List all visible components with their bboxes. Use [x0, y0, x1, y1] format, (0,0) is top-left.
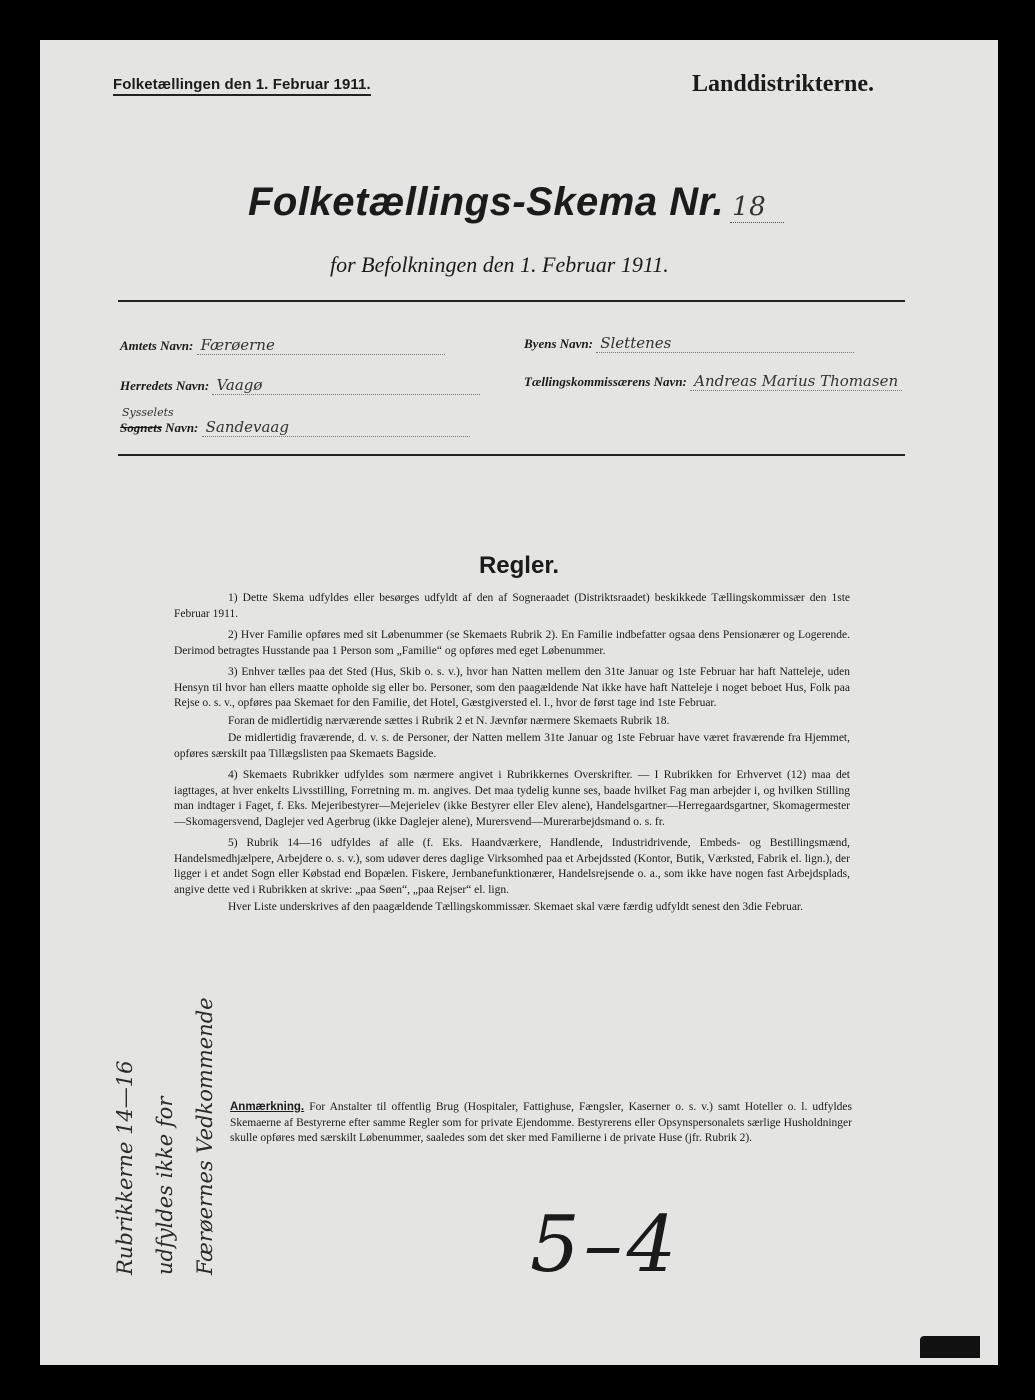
by-value: Slettenes	[596, 334, 854, 353]
side-note-line-2: udfyldes ikke for	[153, 1096, 177, 1275]
rules-body	[174, 591, 850, 922]
rule-4: 4) Skemaets Rubrikker udfyldes som nærmere angivet i Rubrikkernes Overskrifter. — I Rubrikken for Erhvervet (12) maa det iagttages, at hver enkelts Livsstilling, Forretning m. m. angives. Det maa tydelig kunne ses, baade hvilket Fag man arbejder i, og hvilken Stilling man indtager i Faget, f. Eks. Mejeribestyrer—Mejerielev (ikke Bestyrer eller Elev alene), Handelsgartner—Herregaardsgartner, Skomagermester—Skomagersvend, Daglejer ved Agerbrug (ikke Daglejer alene), Murersvend—Murerarbejdsmand o. s. fr.	[174, 769, 850, 828]
form-subtitle: for Befolkningen den 1. Februar 1911.	[330, 252, 669, 277]
sogn-label: Navn:	[165, 420, 199, 435]
herred-label: Herredets Navn:	[120, 378, 210, 393]
kommissaer-value: Andreas Marius Thomasen	[690, 372, 902, 391]
rule-3: 3) Enhver tælles paa det Sted (Hus, Skib o. s. v.), hvor han Natten mellem den 31te Januar og 1ste Februar har haft Natteleje, uden Hensyn til hvor han ellers maatte opholde sig eller bo. Personer, som den paagældende Nat ikke have haft Natteleje i noget beboet Hus, Folk paa Rejse o. s. v., opføres paa Skemaet for den Familie, det Hotel, Gæstgiversted el. l., hvor de først tage ind 1ste Februar.	[174, 666, 850, 709]
herred-field	[120, 376, 480, 395]
kommissaer-field	[524, 372, 902, 391]
sogn-label-struck: Sognets	[120, 420, 162, 435]
sogn-value: Sandevaag	[202, 418, 470, 437]
header-census-date: Folketællingen den 1. Februar 1911.	[113, 76, 371, 96]
herred-value: Vaagø	[212, 376, 480, 395]
rule-2: 2) Hver Familie opføres med sit Løbenummer (se Skemaets Rubrik 2). En Familie indbefatter ogsaa dens Pensionærer og Logerende. Derimod betragtes Husstande paa 1 Person som „Familie“ og opføres med eget Løbenummer.	[174, 629, 850, 657]
by-label: Byens Navn:	[524, 336, 593, 351]
form-number: 18	[730, 192, 784, 223]
rule-3-note-present: Foran de midlertidig nærværende sættes i Rubrik 2 et N. Jævnfør nærmere Skemaets Rubrik 18.	[228, 714, 670, 727]
sogn-field	[120, 418, 470, 437]
corner-stamp	[920, 1336, 980, 1358]
kommissaer-label: Tællingskommissærens Navn:	[524, 374, 687, 389]
rule-3-note-absent: De midlertidig fraværende, d. v. s. de Personer, der Natten mellem 31te Januar og 1ste Februar have været fraværende fra Hjemmet, opføres særskilt paa Tillægslisten paa Skemaets Bagside.	[174, 732, 850, 760]
by-field	[524, 334, 854, 353]
top-divider	[118, 300, 905, 302]
remark-label: Anmærkning.	[230, 1101, 305, 1113]
rule-1: 1) Dette Skema udfyldes eller besørges udfyldt af den af Sogneraadet (Distriktsraadet) beskikkede Tællingskommissær den 1ste Februar 1911.	[174, 592, 850, 620]
amt-field	[120, 336, 445, 355]
handwritten-number: 5–4	[530, 1200, 681, 1290]
remark-text: For Anstalter til offentlig Brug (Hospitaler, Fattighuse, Fængsler, Kaserner o. s. v.) samt Hoteller o. l. udfyldes Skemaerne af Bestyrerne efter samme Regler som for private Ejendomme. Bestyrerens eller Opsynspersonalets særlige Husholdninger skulle opføres med særskilt Løbenummer, saaledes som det sker med Familierne i de private Huse (jfr. Rubrik 2).	[230, 1101, 852, 1144]
rule-5-signature-note: Hver Liste underskrives af den paagældende Tællingskommissær. Skemaet skal være færdig udfyldt senest den 3die Februar.	[228, 901, 803, 913]
census-form-page	[40, 40, 998, 1365]
header-district-type: Landdistrikterne.	[692, 71, 875, 97]
sogn-correction: Sysselets	[122, 406, 174, 419]
bottom-divider	[118, 454, 905, 456]
side-note-line-1: Rubrikkerne 14—16	[113, 1060, 137, 1275]
side-note-line-3: Færøernes Vedkommende	[193, 997, 217, 1275]
form-title-text: Folketællings-Skema Nr.	[248, 180, 725, 224]
rule-5: 5) Rubrik 14—16 udfyldes af alle (f. Eks. Haandværkere, Handlende, Industridrivende, Embeds- og Bestillingsmænd, Handelsmedhjælpere, Arbejdere o. s. v.), som udøver deres daglige Virksomhed paa et Arbejdssted (Kontor, Butik, Værksted, Fabrik el. lign.), der ligger i et andet Sogn eller Købstad end Bopælen. Fiskere, Jernbanefunktionærer, Handelsrejsende o. a., som ikke have nogen fast Arbejdsplads, angive dette ved i Rubrikken at skrive: „paa Søen“, „paa Rejser“ el. lign.	[174, 837, 850, 896]
amt-value: Færøerne	[197, 336, 445, 355]
form-title	[248, 180, 808, 225]
amt-label: Amtets Navn:	[120, 338, 194, 353]
remark-paragraph	[230, 1100, 852, 1147]
rules-heading: Regler.	[478, 552, 560, 579]
handwritten-side-note	[105, 965, 225, 1275]
